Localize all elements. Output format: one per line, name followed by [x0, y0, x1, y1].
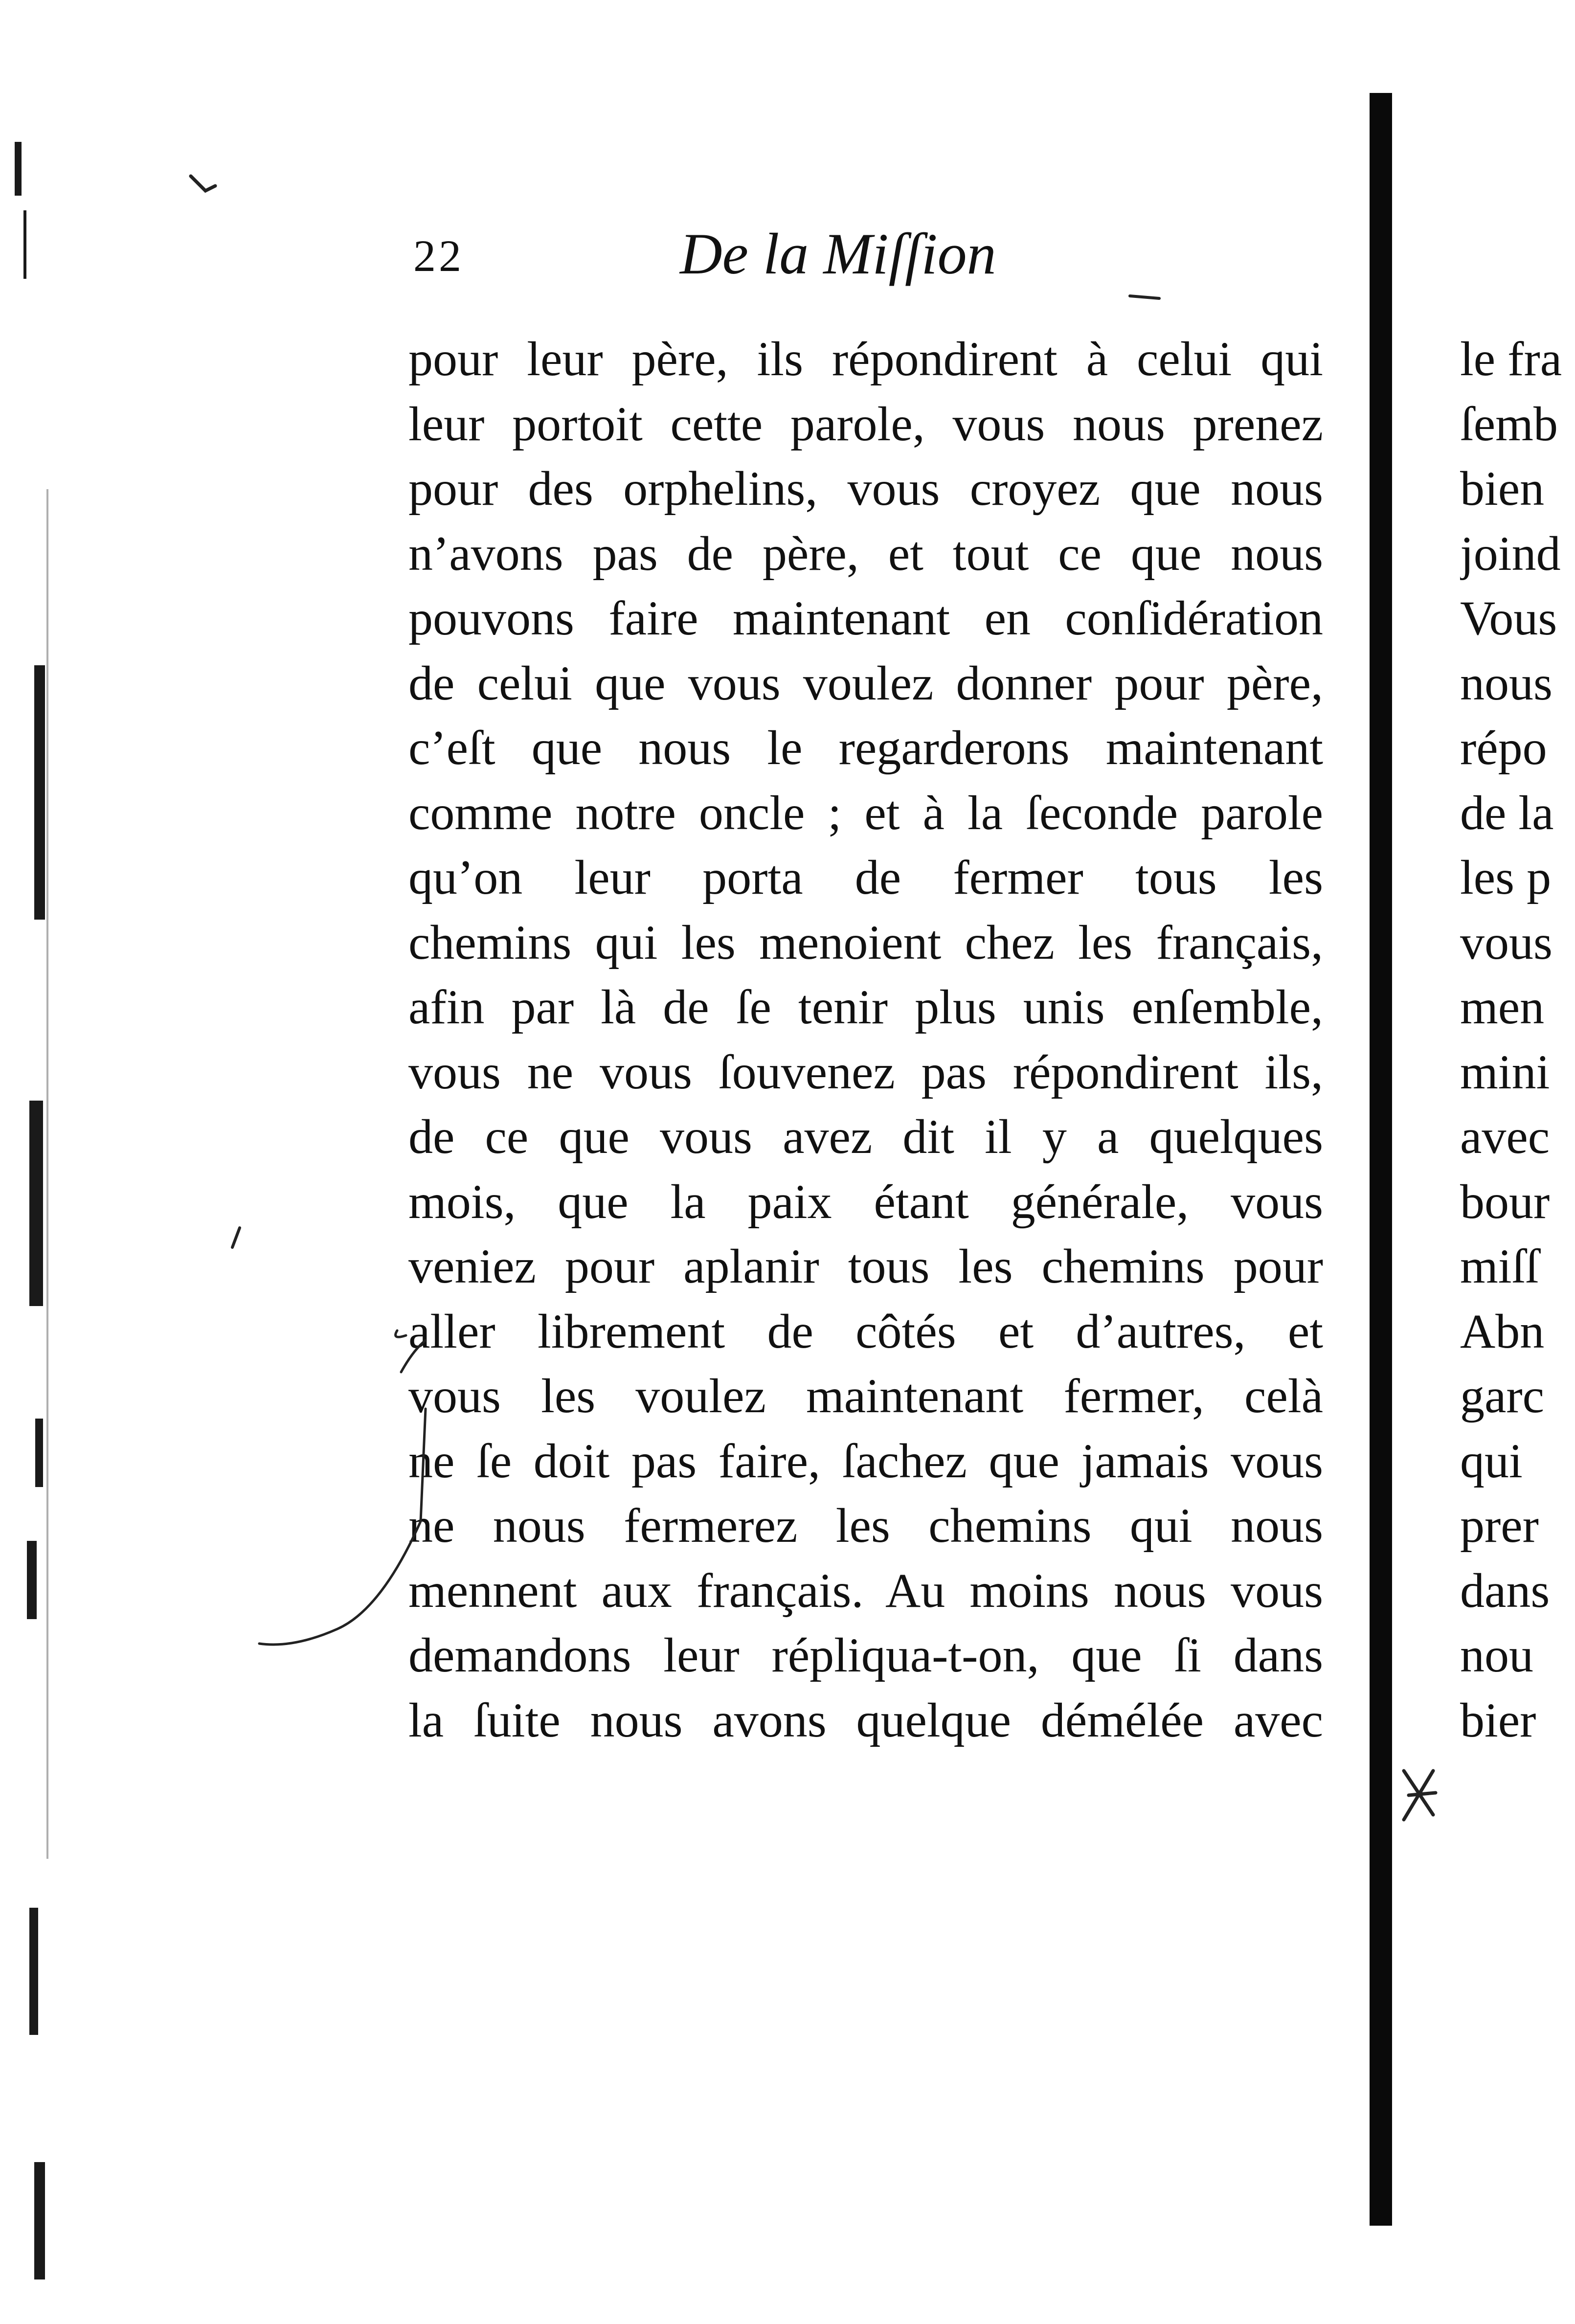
text-line: vous les voulez maintenant fermer, celà — [408, 1369, 1323, 1423]
text-line: ne ſe doit pas faire, ſachez que jamais vous — [408, 1433, 1323, 1488]
fragment-line: ſemb — [1460, 396, 1558, 451]
fragment-line: de la — [1460, 785, 1554, 840]
pencil-dash-mark — [232, 1228, 240, 1247]
text-line: mennent aux français. Au moins nous vous — [408, 1563, 1323, 1618]
pencil-dash-mark — [1130, 296, 1159, 298]
text-line: comme notre oncle ; et à la ſeconde parole — [408, 785, 1323, 840]
text-line: demandons leur répliqua-t-on, que ſi dans — [408, 1628, 1323, 1682]
fragment-line: dans — [1460, 1563, 1550, 1618]
fragment-line: joind — [1460, 526, 1561, 581]
fragment-line: mini — [1460, 1044, 1550, 1099]
text-line: chemins qui les menoient chez les français, — [408, 915, 1323, 970]
fragment-line: garc — [1460, 1369, 1545, 1423]
fragment-line: le fra — [1460, 332, 1562, 386]
text-line: de ce que vous avez dit il y a quelques — [408, 1109, 1323, 1164]
fragment-line: bien — [1460, 461, 1545, 516]
fragment-line: avec — [1460, 1109, 1550, 1164]
pencil-bracket-mark — [259, 1331, 426, 1645]
book-gutter — [1370, 93, 1392, 2226]
fragment-line: bier — [1460, 1692, 1536, 1747]
text-line: vous ne vous ſouvenez pas répondirent ils, — [408, 1044, 1323, 1099]
fragment-line: Vous — [1460, 591, 1557, 645]
fragment-line: les p — [1460, 850, 1552, 904]
fragment-line: prer — [1460, 1498, 1539, 1553]
text-line: pour des orphelins, vous croyez que nous — [408, 461, 1323, 516]
text-line: qu’on leur porta de fermer tous les — [408, 850, 1323, 904]
fragment-line: nou — [1460, 1628, 1533, 1682]
fragment-line: bour — [1460, 1174, 1550, 1229]
fragment-line: miſſ — [1460, 1239, 1539, 1293]
text-line: la ſuite nous avons quelque démélée avec — [408, 1692, 1323, 1747]
text-line: veniez pour aplanir tous les chemins pour — [408, 1239, 1323, 1293]
facing-page-text — [1460, 327, 1575, 1753]
running-title: De la Miſſion — [680, 221, 996, 286]
text-line: ne nous fermerez les chemins qui nous — [408, 1498, 1323, 1553]
text-line: n’avons pas de père, et tout ce que nous — [408, 526, 1323, 581]
pencil-tick-mark — [191, 176, 215, 191]
fragment-line: nous — [1460, 655, 1552, 710]
text-line: de celui que vous voulez donner pour père, — [408, 655, 1323, 710]
page-number: 22 — [413, 231, 464, 281]
fragment-line: qui — [1460, 1433, 1523, 1488]
text-line: aller librement de côtés et d’autres, et — [408, 1304, 1323, 1358]
fragment-line: répo — [1460, 721, 1547, 775]
fragment-line: Abn — [1460, 1304, 1545, 1358]
pencil-cross-mark — [1404, 1771, 1436, 1820]
text-line: pour leur père, ils répondirent à celui qui — [408, 332, 1323, 386]
text-line: mois, que la paix étant générale, vous — [408, 1174, 1323, 1229]
text-line: pouvons faire maintenant en conſidération — [408, 591, 1323, 645]
fragment-line: vous — [1460, 915, 1552, 970]
text-line: afin par là de ſe tenir plus unis enſemble, — [408, 980, 1323, 1034]
text-line: leur portoit cette parole, vous nous prenez — [408, 396, 1323, 451]
text-line: c’eſt que nous le regarderons maintenant — [408, 721, 1323, 775]
fragment-line: men — [1460, 980, 1545, 1034]
